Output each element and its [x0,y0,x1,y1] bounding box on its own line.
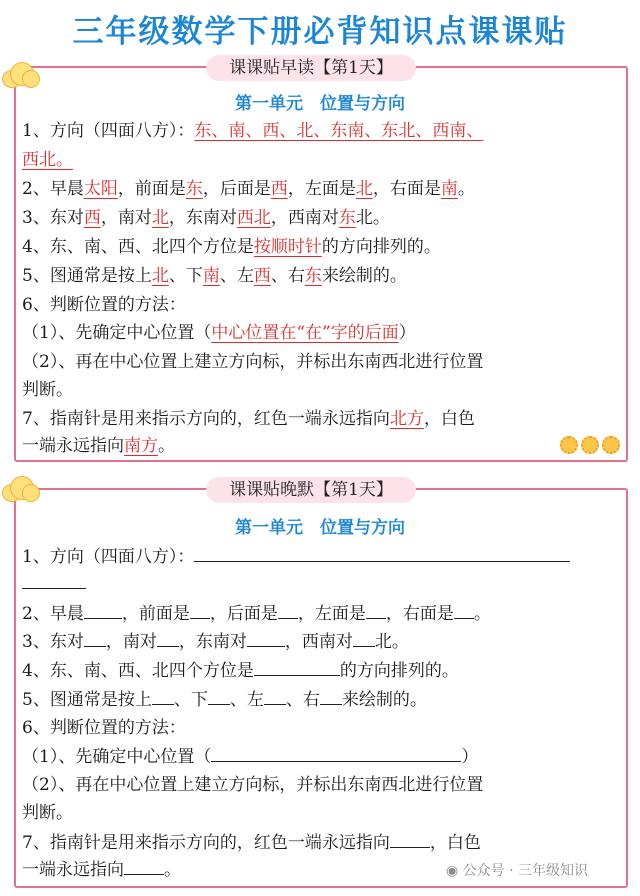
answer-blank[interactable] [157,630,179,647]
answer-blank[interactable] [84,602,122,619]
morning-line-11: 一端永远指向南方。 [22,436,175,456]
evening-line-1b [22,572,622,595]
answer-blank[interactable] [320,688,342,705]
answer-blank[interactable] [264,688,286,705]
evening-tab: 课课贴晚默【第1天】 [206,477,416,503]
answer-blank[interactable] [353,630,375,647]
morning-line-6: 6、判断位置的方法： [22,295,186,315]
evening-line-11: 一端永远指向 。 [22,860,181,880]
evening-line-4: 4、东、南、西、北四个方位是 的方向排列的。 [22,661,459,681]
answer-blank[interactable] [208,688,230,705]
answer-blank[interactable] [254,659,340,676]
answer-blank[interactable] [247,630,285,647]
flower-icons [560,436,622,456]
morning-unit-title: 第一单元 位置与方向 [235,94,405,114]
evening-line-5: 5、图通常是按上 、下 、左 、右 来绘制的。 [22,690,427,710]
answer-blank[interactable] [194,545,570,562]
morning-line-10: 7、指南针是用来指示方向的，红色一端永远指向北方，白色 [22,409,475,429]
answer-blank[interactable] [190,602,210,619]
watermark: ◉ 公众号 · 三年级知识 [446,863,589,879]
evening-line-2: 2、早晨 ，前面是 ，后面是 ，左面是 ，右面是 。 [22,604,491,624]
answer-blank[interactable] [211,745,461,762]
morning-line-2: 2、早晨太阳，前面是东，后面是西，左面是北，右面是南。 [22,179,475,199]
evening-line-7: （1）、先确定中心位置（ ） [22,747,479,767]
page-title: 三年级数学下册必背知识点课课贴 [72,14,568,50]
answer-blank[interactable] [366,602,386,619]
answer-blank[interactable] [454,602,474,619]
answer-blank[interactable] [390,831,430,848]
wechat-icon: ◉ [446,863,459,879]
evening-line-9: 判断。 [22,803,73,823]
morning-line-1: 1、方向（四面八方）：东、南、西、北、东南、东北、西南、 [22,121,484,141]
morning-line-3: 3、东对西，南对北，东南对西北，西南对东北。 [22,208,390,228]
cloud-icon [0,60,40,90]
morning-line-5: 5、图通常是按上北、下南、左西、右东来绘制的。 [22,266,407,286]
answer-blank[interactable] [84,630,106,647]
evening-line-6: 6、判断位置的方法： [22,718,186,738]
cloud-icon [0,474,40,504]
evening-line-1: 1、方向（四面八方）： [22,545,622,568]
answer-blank[interactable] [124,858,164,875]
answer-blank[interactable] [22,572,86,589]
morning-line-8: （2）、再在中心位置上建立方向标，并标出东南西北进行位置 [22,352,484,372]
answer-blank[interactable] [278,602,298,619]
morning-line-1b: 西北。 [22,150,73,170]
answer-blank[interactable] [152,688,174,705]
evening-line-10: 7、指南针是用来指示方向的，红色一端永远指向 ，白色 [22,833,481,853]
evening-line-8: （2）、再在中心位置上建立方向标，并标出东南西北进行位置 [22,775,484,795]
morning-line-9: 判断。 [22,380,73,400]
morning-line-4: 4、东、南、西、北四个方位是按顺时针的方向排列的。 [22,237,441,257]
morning-line-7: （1）、先确定中心位置（中心位置在“在”字的后面） [22,323,416,343]
evening-line-3: 3、东对 ，南对 ，东南对 ，西南对 北。 [22,632,409,652]
morning-tab: 课课贴早读【第1天】 [206,55,416,81]
evening-unit-title: 第一单元 位置与方向 [235,518,405,538]
